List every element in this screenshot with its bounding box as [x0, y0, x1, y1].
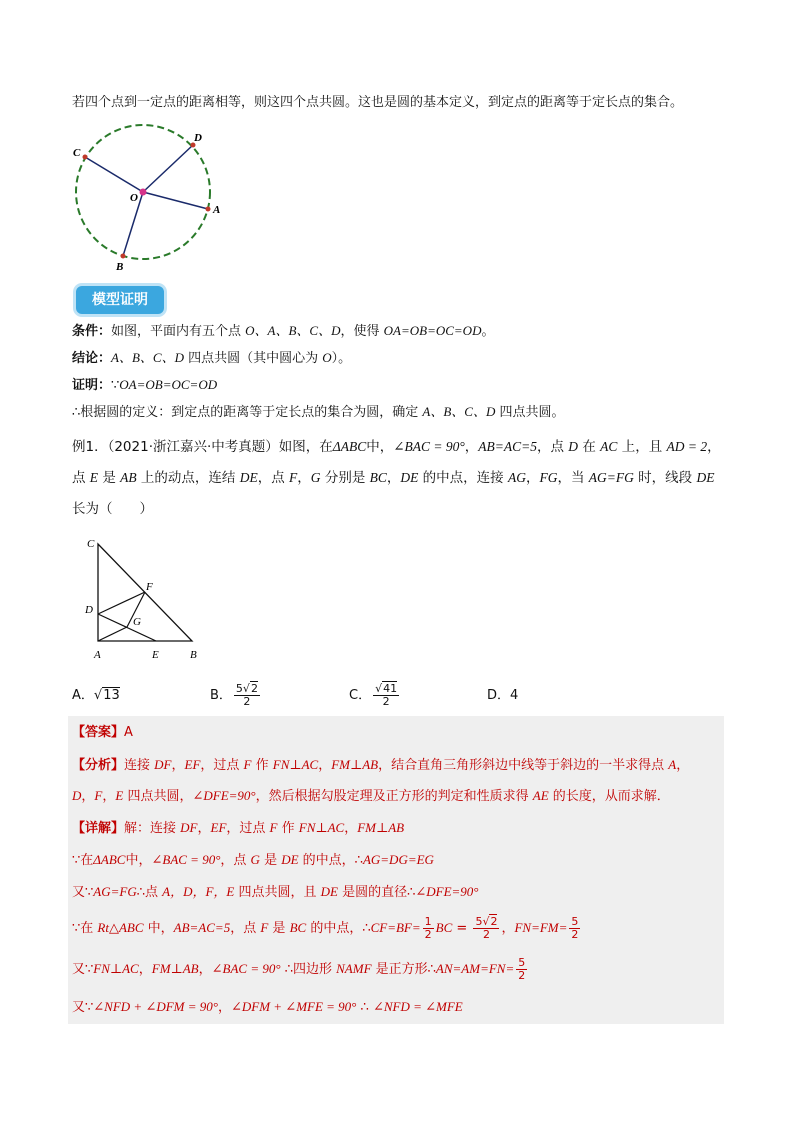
ex2-h: 的中点，连接	[418, 470, 508, 486]
d4-frac1-num: 1	[424, 915, 432, 928]
label-o: O	[130, 192, 138, 204]
an2-f: F	[94, 788, 103, 803]
ex1-ad: AD = 2	[666, 439, 708, 454]
option-d-value: 4	[510, 688, 519, 703]
d5-fm: FM⊥AB	[151, 961, 199, 976]
segment-oa	[143, 192, 208, 209]
an1-b: ，	[171, 758, 185, 773]
ex1-eq: AB=AC=5	[478, 439, 537, 454]
proof2-text1: ∴根据圆的定义：到定点的距离等于定长点的集合为圆，确定	[72, 405, 423, 420]
option-b-radicand: 2	[250, 682, 258, 695]
an1-c: ，过点	[200, 758, 244, 773]
answer-value: A	[124, 725, 133, 740]
tri-label-g: G	[133, 616, 141, 628]
d2-b: 中，	[125, 853, 152, 868]
ex1-pd: D	[568, 439, 579, 454]
d5-c: ，	[198, 962, 212, 977]
an1-ef: EF	[184, 757, 201, 772]
d2-de: DE	[281, 852, 299, 867]
d1-fm: FM⊥AB	[357, 820, 405, 835]
ex2-pe: E	[89, 470, 99, 485]
option-b-label: B．	[210, 688, 232, 703]
detail-line-6	[72, 997, 463, 1018]
d4-f: F	[260, 920, 269, 935]
condition-line	[72, 321, 494, 342]
ex2-ab: AB	[120, 470, 137, 485]
answer-bracket: 【答案】	[72, 725, 125, 740]
detail-line-4: ∵在 Rt△ABC 中，AB=AC=5，点 F 是 BC 的中点，∴CF=BF= $\frac{1}{2}$ BC = $\frac{5√2}{2}$ ，FN=FM= $\frac{5}{2}$	[72, 915, 579, 941]
d6-e2: ∠DFM + ∠MFE = 90°	[230, 999, 357, 1014]
proof-line-2	[72, 402, 565, 423]
option-d-label: D．	[487, 688, 511, 703]
d4-bc: BC	[289, 920, 307, 935]
an2-s2: ，	[102, 789, 116, 804]
an1-a2: A	[668, 757, 677, 772]
d2-a: ∵在	[72, 853, 94, 868]
ex2-i: ，	[525, 470, 540, 486]
d6-e3: ∠NFD = ∠MFE	[372, 999, 463, 1014]
d2-tri: ΔABC	[93, 852, 126, 867]
d2-eq: AG=DG=EG	[362, 852, 434, 867]
condition-text2: ，使得	[340, 324, 384, 339]
ex1-c: ，	[464, 439, 479, 455]
ex1-tri: ΔABC	[332, 439, 367, 454]
point-b	[121, 254, 126, 259]
condition-text1: 如图，平面内有五个点	[111, 324, 246, 339]
ex1-angle: ∠BAC = 90°	[393, 439, 465, 454]
segment-ag	[98, 627, 127, 641]
ex2-k: 时，线段	[633, 470, 697, 486]
d4-tri: Rt△ABC	[97, 920, 144, 935]
condition-end: 。	[481, 324, 495, 339]
d1-fn: FN⊥AC	[298, 820, 345, 835]
triangle-figure	[82, 534, 232, 664]
d4-frac2-den: 2	[482, 928, 490, 941]
segment-oc	[85, 157, 143, 192]
model-proof-badge: 模型证明	[76, 286, 164, 314]
d4-f2: ，	[501, 921, 515, 936]
proof-because: ∵	[111, 378, 120, 393]
ex1-f: 上，且	[617, 439, 667, 455]
d2-e: 的中点，∴	[298, 853, 363, 868]
detail-line-5	[72, 954, 529, 984]
d1-e: ，	[344, 821, 358, 836]
d6-b: ，	[217, 1000, 231, 1015]
option-a-radicand: 13	[103, 688, 120, 703]
d6-a: 又∵	[72, 1000, 94, 1015]
d5-angle: ∠BAC = 90°	[211, 961, 281, 976]
intro-text: 若四个点到一定点的距离相等，则这四个点共圆。这也是圆的基本定义，到定点的距离等于定长点的集合。	[72, 95, 684, 110]
ex2-g: ，	[386, 470, 401, 486]
ex2-agfg: AG=FG	[588, 470, 634, 485]
example-line-3: 长为（ ）	[72, 501, 153, 517]
d3-d: 是圆的直径∴	[337, 885, 416, 900]
an1-d: 作	[251, 758, 273, 773]
d4-c: ，点	[230, 921, 261, 936]
proof2-points: A、B、C、D	[422, 404, 496, 419]
d1-f: F	[269, 820, 278, 835]
segment-od	[143, 145, 193, 192]
d2-c: ，点	[220, 853, 251, 868]
d4-bc2: BC	[435, 920, 453, 935]
label-a: A	[213, 204, 221, 216]
condition-label: 条件：	[72, 324, 112, 339]
option-b-coef: 5	[235, 682, 243, 695]
ex1-a: 例1．（2021·浙江嘉兴·中考真题）如图，在	[72, 439, 333, 455]
option-c-den: 2	[382, 695, 390, 708]
d4-frac3-den: 2	[571, 928, 579, 941]
d4-frac3-num: 5	[571, 915, 579, 928]
d4-frac1-den: 2	[424, 928, 432, 941]
tri-label-e: E	[152, 649, 159, 661]
an1-a: 连接	[124, 758, 155, 773]
tri-label-f: F	[146, 581, 153, 593]
circle-figure	[66, 124, 226, 274]
ex2-de2: DE	[400, 470, 419, 485]
label-c: C	[73, 147, 81, 159]
d1-c: ，过点	[226, 821, 270, 836]
conclusion-text: 四点共圆（其中圆心为	[183, 351, 323, 366]
d5-d: ∴四边形	[280, 962, 337, 977]
ex2-e: ，	[297, 470, 311, 486]
option-b[interactable]: B． $\frac{5√2}{2}$	[210, 682, 258, 708]
analysis-line-1	[72, 755, 689, 776]
ex2-fg: FG	[539, 470, 558, 485]
ex2-pg: G	[310, 470, 321, 485]
d2-d: 是	[259, 853, 282, 868]
option-c-radicand: 41	[383, 682, 398, 695]
d5-frac-den: 2	[518, 969, 526, 982]
segment-df	[98, 592, 145, 614]
d2-angle: ∠BAC = 90°	[151, 852, 221, 867]
d5-namf: NAMF	[336, 961, 372, 976]
d5-b: ，	[138, 962, 152, 977]
d6-e1: ∠NFD + ∠DFM = 90°	[93, 999, 218, 1014]
an2-angle: ∠DFE=90°	[192, 788, 256, 803]
d3-eq: AG=FG	[93, 884, 137, 899]
proof2-text2: 四点共圆。	[495, 405, 565, 420]
detail-line-1	[72, 818, 404, 839]
ex2-c: 上的动点，连结	[136, 470, 240, 486]
an2-d: D	[72, 788, 82, 803]
d3-angle: ∠DFE=90°	[415, 884, 479, 899]
option-a[interactable]: A．√13	[72, 688, 120, 703]
conclusion-points: A、B、C、D	[111, 350, 184, 365]
condition-points: O、A、B、C、D	[245, 323, 341, 338]
detail-line-2	[72, 850, 434, 871]
analysis-line-2	[72, 786, 670, 807]
d3-a: 又∵	[72, 885, 94, 900]
d2-g: G	[250, 852, 260, 867]
label-b: B	[116, 261, 124, 273]
an2-ae: AE	[532, 788, 549, 803]
ex1-g: ，	[707, 439, 721, 455]
tri-label-a: A	[94, 649, 101, 661]
ex2-j: ，当	[557, 470, 589, 486]
ex2-de3: DE	[696, 470, 715, 485]
option-b-den: 2	[243, 695, 251, 708]
d1-df: DF	[180, 820, 198, 835]
tri-label-b: B	[190, 649, 197, 661]
d4-b: 中，	[143, 921, 174, 936]
ex1-ac: AC	[600, 439, 618, 454]
tri-label-c: C	[87, 538, 95, 550]
an2-s1: ，	[81, 789, 95, 804]
d4-e: 的中点，∴	[306, 921, 371, 936]
detail-bracket: 【详解】	[72, 821, 125, 836]
ex1-d: ，点	[537, 439, 569, 455]
d4-a: ∵在	[72, 921, 98, 936]
d4-eq: AB=AC=5	[173, 920, 231, 935]
condition-eq: OA=OB=OC=OD	[383, 323, 482, 338]
example-line-1	[72, 437, 721, 457]
d4-d: 是	[268, 921, 290, 936]
d3-b: ∴点	[136, 885, 163, 900]
proof-label: 证明：	[72, 378, 112, 393]
option-c-label: C．	[349, 688, 372, 703]
answer-line	[72, 723, 133, 743]
ex2-a: 点	[72, 470, 90, 486]
an2-e: E	[115, 788, 124, 803]
d6-c: ∴	[356, 1000, 373, 1015]
conclusion-center: O	[322, 350, 332, 365]
d5-frac-num: 5	[518, 956, 526, 969]
d3-de: DE	[320, 884, 338, 899]
ex2-d: ，点	[257, 470, 290, 486]
ex2-ag: AG	[507, 470, 526, 485]
ex2-de: DE	[239, 470, 258, 485]
example-line-2	[72, 468, 714, 488]
d4-cfbf: CF=BF=	[370, 920, 421, 935]
an1-g: ，结合直角三角形斜边中线等于斜边的一半求得点	[378, 758, 669, 773]
d4-eqs: =	[452, 921, 472, 936]
point-o	[140, 189, 147, 196]
d3-c: 四点共圆，且	[234, 885, 321, 900]
d1-b: ，	[197, 821, 211, 836]
d4-frac2-rad: 2	[490, 915, 498, 928]
an1-df: DF	[154, 757, 172, 772]
d1-d: 作	[277, 821, 299, 836]
point-a	[206, 207, 211, 212]
ex2-b: 是	[98, 470, 121, 486]
conclusion-line	[72, 348, 351, 369]
d5-fn: FN⊥AC	[93, 961, 139, 976]
d5-e: 是正方形∴	[371, 962, 436, 977]
d5-eq: AN=AM=FN=	[435, 961, 515, 976]
label-d: D	[194, 132, 202, 144]
an2-a: 四点共圆，	[123, 789, 193, 804]
proof-line	[72, 375, 217, 396]
d4-frac2-coef: 5	[475, 915, 483, 928]
option-d[interactable]	[487, 681, 518, 711]
conclusion-label: 结论：	[72, 351, 112, 366]
an1-e: ，	[318, 758, 332, 773]
an2-b: ，然后根据勾股定理及正方形的判定和性质求得	[255, 789, 533, 804]
an2-c: 的长度，从而求解．	[548, 789, 670, 804]
d5-a: 又∵	[72, 962, 94, 977]
ex2-f: 分别是	[320, 470, 370, 486]
an1-fm: FM⊥AB	[331, 757, 379, 772]
d3-pts: A，D，F，E	[162, 884, 235, 899]
option-a-label: A．	[72, 688, 94, 703]
an1-f: F	[243, 757, 252, 772]
proof-eq: OA=OB=OC=OD	[119, 377, 218, 392]
d1-ef: EF	[210, 820, 227, 835]
analysis-bracket: 【分析】	[72, 758, 125, 773]
point-c	[83, 155, 88, 160]
d4-fnfm: FN=FM=	[514, 920, 568, 935]
an1-h: ，	[676, 758, 690, 773]
ex2-pf: F	[289, 470, 298, 485]
option-c[interactable]: C． $\frac{√41}{2}$	[349, 682, 398, 708]
ex1-b: 中，	[366, 439, 394, 455]
d1-a: 解：连接	[124, 821, 181, 836]
detail-line-3	[72, 882, 479, 903]
tri-label-d: D	[85, 604, 93, 616]
conclusion-end: ）。	[331, 351, 352, 366]
an1-fn: FN⊥AC	[272, 757, 319, 772]
ex1-e: 在	[578, 439, 601, 455]
ex2-bc: BC	[369, 470, 387, 485]
